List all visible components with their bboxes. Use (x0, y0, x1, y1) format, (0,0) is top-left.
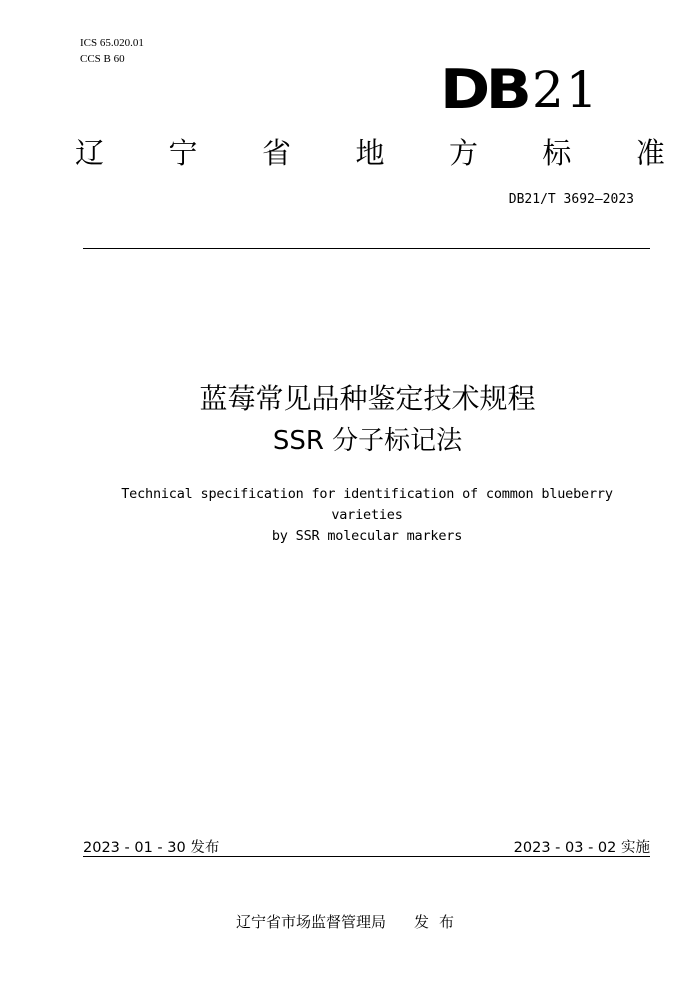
standard-type-char: 准 (635, 136, 665, 170)
title-english (84, 484, 650, 547)
issuer-action: 发布 (414, 913, 465, 931)
issuer-name: 辽宁省市场监督管理局 (235, 913, 386, 931)
title-chinese-line2: SSR 分子标记法 (272, 426, 463, 456)
standard-type-char: 辽 (75, 136, 105, 170)
standard-type-heading (75, 136, 665, 170)
top-divider (83, 248, 650, 249)
title-english-line1: Technical specification for identification of common blueberry varieties (121, 486, 613, 523)
ics-code: ICS 65.020.01 (80, 37, 144, 49)
db21-logo (440, 58, 600, 121)
standard-type-char: 标 (542, 136, 572, 170)
classification-codes (80, 35, 144, 67)
ccs-code: CCS B 60 (80, 53, 125, 65)
issuer-line (0, 911, 700, 932)
title-chinese-line1: 蓝莓常见品种鉴定技术规程 (199, 382, 536, 415)
title-english-line2: by SSR molecular markers (271, 528, 463, 544)
implementation-date: 2023 - 03 - 02 实施 (513, 840, 650, 856)
logo-number: 21 (531, 61, 600, 119)
bottom-divider (83, 856, 650, 857)
standard-type-char: 宁 (168, 136, 198, 170)
issue-date: 2023 - 01 - 30 发布 (83, 840, 220, 856)
standard-type-char: 方 (448, 136, 478, 170)
standard-number: DB21/T 3692—2023 (508, 192, 634, 207)
standard-type-char: 省 (261, 136, 291, 170)
logo-prefix: DB (440, 58, 528, 121)
standard-type-char: 地 (355, 136, 385, 170)
